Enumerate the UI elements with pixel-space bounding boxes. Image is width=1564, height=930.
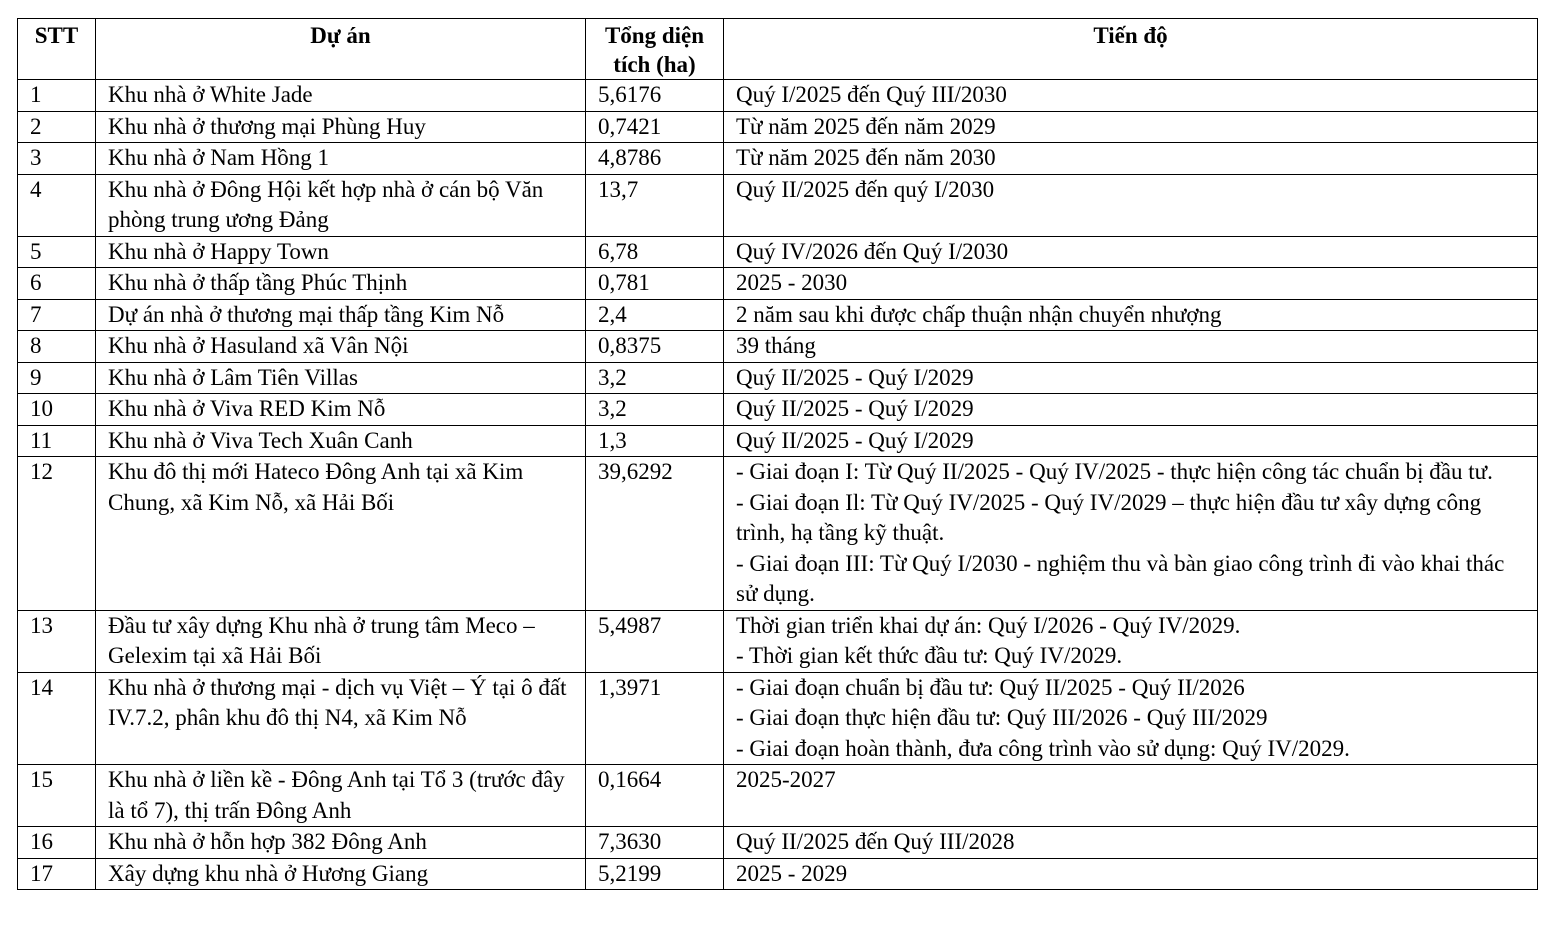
cell-stt: 2 [18,111,96,143]
cell-progress [724,174,1538,236]
cell-stt: 9 [18,362,96,394]
table-body [18,80,1538,890]
cell-area: 3,2 [586,394,724,426]
progress-line: 2 năm sau khi được chấp thuận nhận chuyển nhượng [736,301,1222,327]
progress-line: Thời gian triển khai dự án: Quý I/2026 - Quý IV/2029. [736,612,1241,638]
cell-stt: 6 [18,268,96,300]
cell-area: 7,3630 [586,827,724,859]
cell-progress [724,299,1538,331]
cell-progress [724,362,1538,394]
progress-line: 39 tháng [736,333,816,358]
table-container [17,18,1538,890]
table-row [18,858,1538,890]
cell-stt: 15 [18,765,96,827]
table-row [18,143,1538,175]
cell-area: 0,1664 [586,765,724,827]
cell-progress [724,858,1538,890]
cell-stt: 14 [18,672,96,765]
cell-progress [724,610,1538,672]
progress-line: 2025-2027 [736,767,836,792]
cell-project: Khu nhà ở thấp tầng Phúc Thịnh [96,268,586,300]
progress-line: Quý II/2025 - Quý I/2029 [736,396,974,421]
table-row [18,610,1538,672]
progress-line: Quý II/2025 - Quý I/2029 [736,427,974,453]
table-row [18,394,1538,426]
cell-stt: 13 [18,610,96,672]
cell-stt: 12 [18,457,96,611]
cell-progress [724,268,1538,300]
header-progress: Tiến độ [724,19,1538,80]
progress-line: - Giai đoạn hoàn thành, đưa công trình vào sử dụng: Quý IV/2029. [736,735,1350,761]
cell-project: Xây dựng khu nhà ở Hương Giang [96,858,586,890]
cell-project: Khu nhà ở Viva Tech Xuân Canh [96,425,586,457]
cell-area: 1,3 [586,425,724,457]
cell-project: Khu nhà ở liền kề - Đông Anh tại Tổ 3 (trước đây là tổ 7), thị trấn Đông Anh [96,765,586,827]
progress-line: Từ năm 2025 đến năm 2029 [736,113,996,139]
header-area: Tổng diện tích (ha) [586,19,724,80]
cell-area: 5,2199 [586,858,724,890]
cell-progress [724,236,1538,268]
cell-project: Khu nhà ở hỗn hợp 382 Đông Anh [96,827,586,859]
cell-project: Khu nhà ở thương mại - dịch vụ Việt – Ý tại ô đất IV.7.2, phân khu đô thị N4, xã Kim Nỗ [96,672,586,765]
progress-line: - Giai đoạn I: Từ Quý II/2025 - Quý IV/2025 - thực hiện công tác chuẩn bị đầu tư. [736,459,1493,484]
progress-line: Quý II/2025 đến quý I/2030 [736,176,995,202]
table-row [18,362,1538,394]
cell-project: Khu nhà ở Đông Hội kết hợp nhà ở cán bộ Văn phòng trung ương Đảng [96,174,586,236]
table-row [18,236,1538,268]
cell-progress [724,457,1538,611]
table-row [18,80,1538,112]
cell-stt: 17 [18,858,96,890]
cell-area: 13,7 [586,174,724,236]
progress-line: - Thời gian kết thức đầu tư: Quý IV/2029. [736,643,1123,668]
cell-project: Khu nhà ở Lâm Tiên Villas [96,362,586,394]
progress-line: Quý I/2025 đến Quý III/2030 [736,82,1007,107]
cell-area: 4,8786 [586,143,724,175]
cell-project: Khu đô thị mới Hateco Đông Anh tại xã Kim Chung, xã Kim Nỗ, xã Hải Bối [96,457,586,611]
table-row [18,268,1538,300]
cell-area: 39,6292 [586,457,724,611]
cell-project: Khu nhà ở Viva RED Kim Nỗ [96,394,586,426]
progress-line: - Giai đoạn III: Từ Quý I/2030 - nghiệm thu và bàn giao công trình đi vào khai thác sử dụng. [736,550,1505,606]
cell-stt: 3 [18,143,96,175]
table-row [18,827,1538,859]
progress-line: 2025 - 2029 [736,860,848,886]
progress-line: - Giai đoạn thực hiện đầu tư: Quý III/2026 - Quý III/2029 [736,705,1268,730]
cell-stt: 10 [18,394,96,426]
cell-project: Khu nhà ở White Jade [96,80,586,112]
table-row [18,765,1538,827]
cell-progress [724,80,1538,112]
cell-stt: 5 [18,236,96,268]
cell-project: Đầu tư xây dựng Khu nhà ở trung tâm Meco – Gelexim tại xã Hải Bối [96,610,586,672]
table-header [18,19,1538,80]
cell-stt: 8 [18,331,96,363]
table-row [18,299,1538,331]
cell-area: 5,6176 [586,80,724,112]
progress-line: Từ năm 2025 đến năm 2030 [736,145,996,170]
cell-stt: 4 [18,174,96,236]
header-stt: STT [18,19,96,80]
cell-progress [724,143,1538,175]
progress-line: - Giai đoạn chuẩn bị đầu tư: Quý II/2025 - Quý II/2026 [736,674,1245,700]
cell-progress [724,394,1538,426]
cell-area: 0,7421 [586,111,724,143]
cell-stt: 1 [18,80,96,112]
cell-project: Khu nhà ở Nam Hồng 1 [96,143,586,175]
cell-progress [724,827,1538,859]
cell-area: 5,4987 [586,610,724,672]
cell-stt: 16 [18,827,96,859]
cell-area: 6,78 [586,236,724,268]
table-row [18,174,1538,236]
cell-progress [724,765,1538,827]
table-row [18,425,1538,457]
table-row [18,672,1538,765]
cell-progress [724,672,1538,765]
cell-area: 2,4 [586,299,724,331]
projects-table [17,18,1538,890]
cell-project: Dự án nhà ở thương mại thấp tầng Kim Nỗ [96,299,586,331]
cell-area: 0,8375 [586,331,724,363]
progress-line: Quý II/2025 - Quý I/2029 [736,364,974,390]
progress-line: Quý II/2025 đến Quý III/2028 [736,829,1015,854]
cell-stt: 11 [18,425,96,457]
table-row [18,457,1538,611]
cell-area: 1,3971 [586,672,724,765]
progress-line: - Giai đoạn Il: Từ Quý IV/2025 - Quý IV/2029 – thực hiện đầu tư xây dựng công trình, hạ tầng kỹ thuật. [736,489,1482,545]
header-row [18,19,1538,80]
cell-stt: 7 [18,299,96,331]
cell-progress [724,425,1538,457]
table-row [18,331,1538,363]
cell-project: Khu nhà ở Hasuland xã Vân Nội [96,331,586,363]
progress-line: Quý IV/2026 đến Quý I/2030 [736,238,1009,264]
cell-project: Khu nhà ở Happy Town [96,236,586,268]
progress-line: 2025 - 2030 [736,270,848,295]
cell-progress [724,111,1538,143]
cell-area: 3,2 [586,362,724,394]
cell-progress [724,331,1538,363]
header-project: Dự án [96,19,586,80]
table-row [18,111,1538,143]
cell-area: 0,781 [586,268,724,300]
cell-project: Khu nhà ở thương mại Phùng Huy [96,111,586,143]
